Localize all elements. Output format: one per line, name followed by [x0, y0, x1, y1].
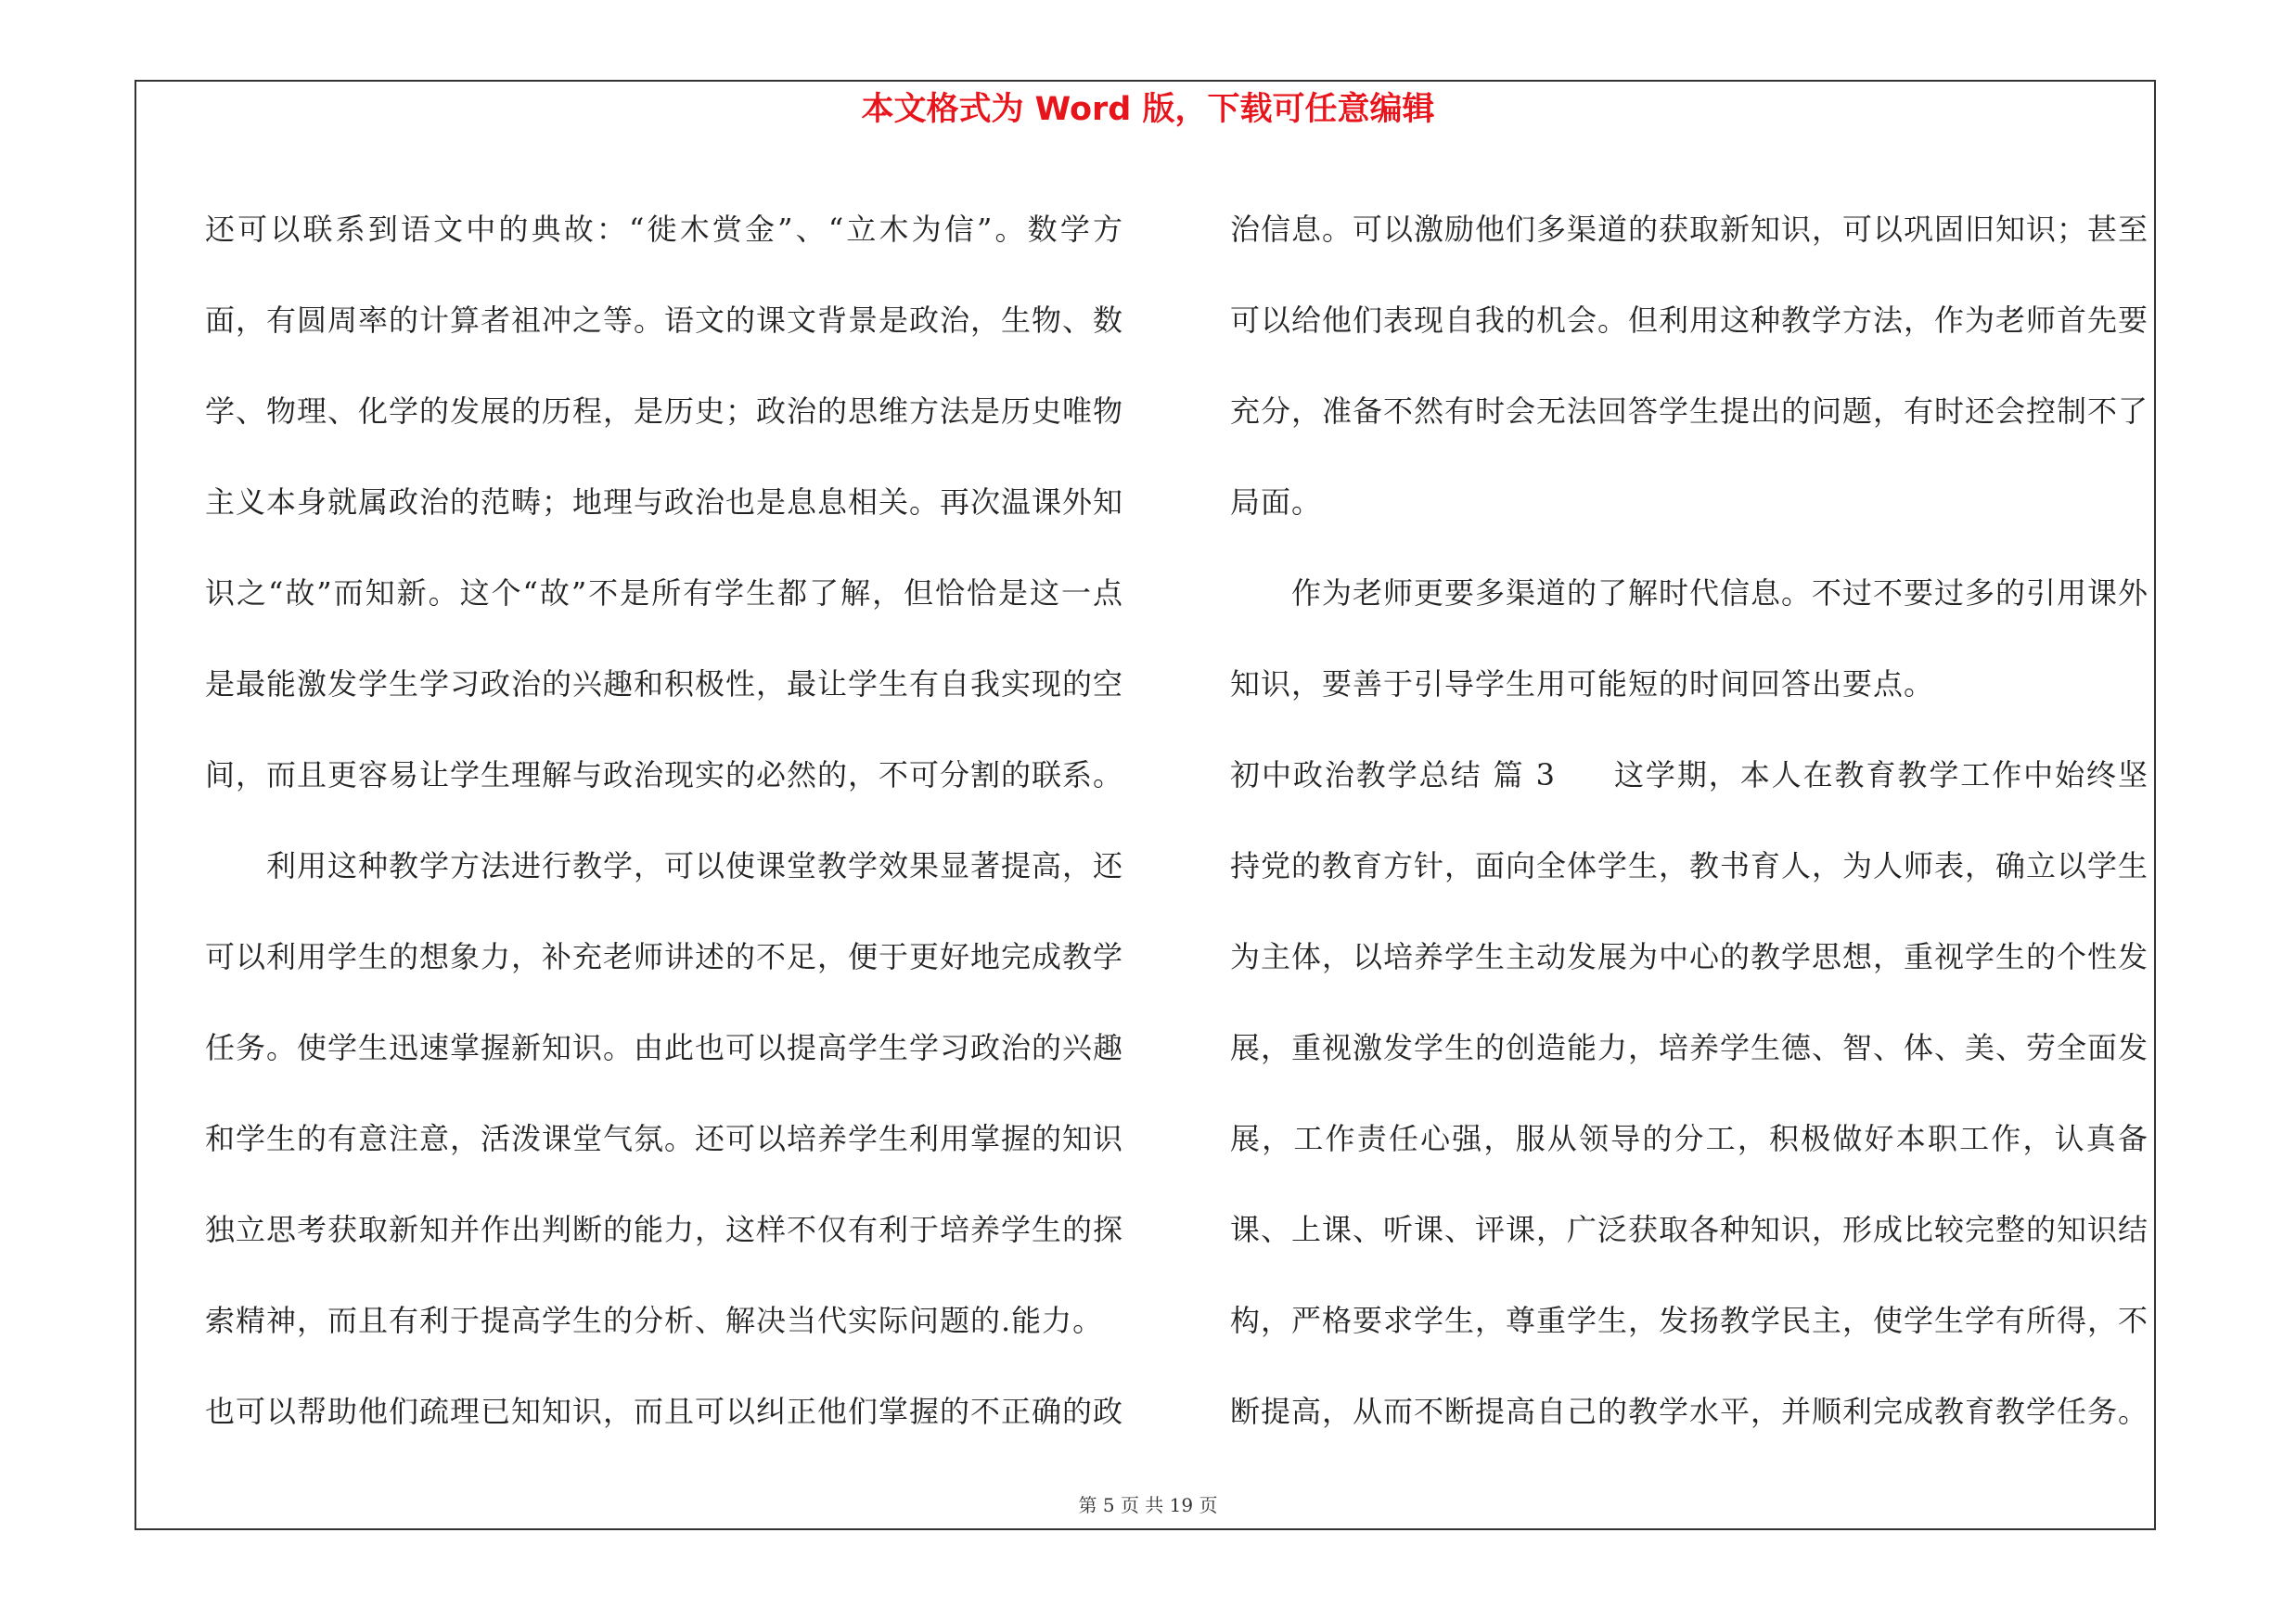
left-column — [205, 184, 1123, 1457]
right-paragraph-3: 这学期，本人在教育教学工作中始终坚持党的教育方针，面向全体学生，教书育人，为人师表，确立以学生为主体，以培养学生主动发展为中心的教学思想，重视学生的个性发展，重视激发学生的创造能力，培养学生德、智、体、美、劳全面发展，工作责任心强，服从领导的分工，积极做好本职工作，认真备课、上课、听课、评课，广泛获取各种知识，形成比较完整的知识结构，严格要求学生，尊重学生，发扬教学民主，使学生学有所得，不断提高，从而不断提高自己的教学水平，并顺利完成教育教学任务。 — [1230, 757, 2149, 1429]
format-banner: 本文格式为 Word 版，下载可任意编辑 — [861, 91, 1435, 128]
left-paragraph-1: 还可以联系到语文中的典故：“徙木赏金”、“立木为信”。数学方面，有圆周率的计算者祖冲之等。语文的课文背景是政治，生物、数学、物理、化学的发展的历程，是历史；政治的思维方法是历史唯物主义本身就属政治的范畴；地理与政治也是息息相关。再次温课外知识之“故”而知新。这个“故”不是所有学生都了解，但恰恰是这一点是最能激发学生学习政治的兴趣和积极性，最让学生有自我实现的空间，而且更容易让学生理解与政治现实的必然的，不可分割的联系。 — [205, 212, 1124, 792]
left-paragraph-3: 也可以帮助他们疏理已知知识，而且可以纠正他们掌握的不正确的政 — [205, 1394, 1124, 1429]
right-column — [1230, 184, 2148, 1457]
left-paragraph-2: 利用这种教学方法进行教学，可以使课堂教学效果显著提高，还可以利用学生的想象力，补充老师讲述的不足，便于更好地完成教学任务。使学生迅速掌握新知识。由此也可以提高学生学习政治的兴趣和学生的有意注意，活泼课堂气氛。还可以培养学生利用掌握的知识独立思考获取新知并作出判断的能力，这样不仅有利于培养学生的探索精神，而且有利于提高学生的分析、解决当代实际问题的.能力。 — [205, 848, 1124, 1338]
right-paragraph-1: 治信息。可以激励他们多渠道的获取新知识，可以巩固旧知识；甚至可以给他们表现自我的机会。但利用这种教学方法，作为老师首先要充分，准备不然有时会无法回答学生提出的问题，有时还会控制不了局面。 — [1230, 212, 2149, 520]
section-heading-paragraph — [1230, 729, 2148, 1457]
page-number: 第 5 页 共 19 页 — [1078, 1494, 1218, 1516]
right-paragraph-2: 作为老师更要多渠道的了解时代信息。不过不要过多的引用课外知识，要善于引导学生用可能短的时间回答出要点。 — [1230, 575, 2149, 702]
section-heading: 初中政治教学总结 篇 3 — [1230, 757, 1557, 792]
